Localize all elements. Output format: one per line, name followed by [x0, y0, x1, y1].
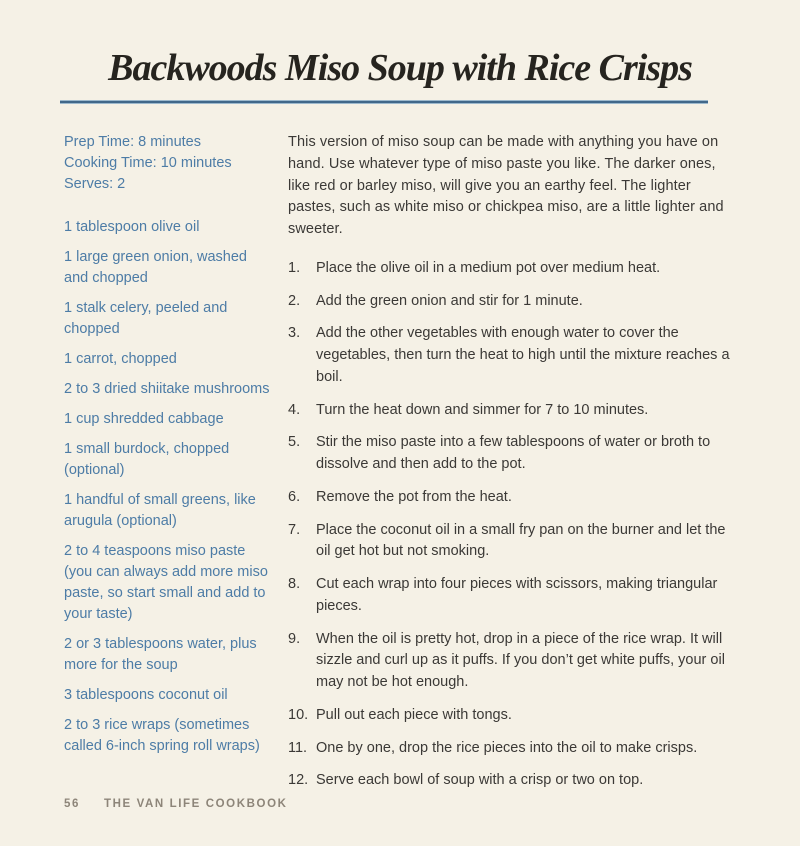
step-item	[288, 323, 740, 388]
step-number: 2.	[288, 292, 301, 309]
step-item	[288, 738, 740, 760]
recipe-intro: This version of miso soup can be made with anything you have on hand. Use whatever type of miso paste you like. The darker ones, like red or barley miso, will give you an earthy feel. The lighter pastes, such as white miso or chickpea miso, are a little lighter and sweeter.	[288, 134, 724, 237]
book-title: THE VAN LIFE COOKBOOK	[104, 798, 288, 810]
page-number: 56	[64, 798, 80, 810]
step-number: 9.	[288, 630, 301, 647]
step-number: 6.	[288, 488, 301, 505]
ingredient-item: 2 to 3 rice wraps (sometimes called 6-inch spring roll wraps)	[64, 717, 260, 755]
step-item	[288, 520, 740, 564]
ingredients-list	[64, 217, 270, 757]
page-title: Backwoods Miso Soup with Rice Crisps	[108, 47, 692, 89]
step-text: One by one, drop the rice pieces into the oil to make crisps.	[316, 739, 698, 756]
step-number: 1.	[288, 259, 301, 276]
ingredient-item: 3 tablespoons coconut oil	[64, 687, 228, 704]
step-item	[288, 400, 740, 422]
step-number: 12.	[288, 772, 309, 789]
step-item	[288, 432, 740, 476]
meta-line: Serves: 2	[64, 176, 126, 193]
meta-line: Cooking Time: 10 minutes	[64, 155, 232, 172]
recipe-sidebar	[64, 132, 270, 803]
step-item	[288, 705, 740, 727]
ingredient-item: 1 carrot, chopped	[64, 351, 177, 368]
step-number: 4.	[288, 401, 301, 418]
step-number: 11.	[288, 739, 308, 756]
step-text: Add the other vegetables with enough water to cover the vegetables, then turn the heat to high until the mixture reaches a boil.	[316, 325, 730, 385]
step-item	[288, 574, 740, 618]
ingredient-item: 1 handful of small greens, like arugula (optional)	[64, 492, 256, 530]
meta-line: Prep Time: 8 minutes	[64, 134, 201, 150]
step-number: 5.	[288, 434, 301, 451]
recipe-main	[288, 132, 740, 803]
step-item	[288, 258, 740, 280]
step-item	[288, 770, 740, 792]
step-text: Turn the heat down and simmer for 7 to 10 minutes.	[316, 401, 649, 418]
recipe-body	[64, 132, 740, 803]
step-text: When the oil is pretty hot, drop in a piece of the rice wrap. It will sizzle and curl up as it puffs. If you don’t get white puffs, your oil may not be hot enough.	[316, 630, 725, 690]
recipe-meta	[64, 132, 270, 195]
step-text: Pull out each piece with tongs.	[316, 706, 512, 723]
steps-list	[288, 258, 740, 792]
ingredient-item: 2 to 4 teaspoons miso paste (you can always add more miso paste, so start small and add to your taste)	[64, 543, 268, 623]
step-item	[288, 487, 740, 509]
step-text: Place the olive oil in a medium pot over medium heat.	[316, 259, 661, 276]
ingredient-item: 1 tablespoon olive oil	[64, 219, 200, 236]
ingredient-item: 1 cup shredded cabbage	[64, 411, 224, 428]
step-text: Place the coconut oil in a small fry pan on the burner and let the oil get hot but not smoking.	[316, 521, 726, 560]
step-number: 7.	[288, 521, 301, 538]
step-text: Cut each wrap into four pieces with scissors, making triangular pieces.	[316, 576, 718, 614]
title-rule	[60, 100, 708, 104]
step-item	[288, 629, 740, 694]
step-item	[288, 291, 740, 313]
ingredient-item: 2 or 3 tablespoons water, plus more for the soup	[64, 636, 257, 674]
ingredient-item: 1 small burdock, chopped (optional)	[64, 441, 230, 479]
step-text: Serve each bowl of soup with a crisp or two on top.	[316, 772, 644, 789]
step-text: Add the green onion and stir for 1 minute.	[316, 292, 583, 309]
step-number: 8.	[288, 576, 301, 592]
ingredient-item: 1 stalk celery, peeled and chopped	[64, 300, 228, 338]
step-number: 10.	[288, 706, 309, 723]
step-text: Remove the pot from the heat.	[316, 488, 512, 505]
ingredient-item: 1 large green onion, washed and chopped	[64, 249, 247, 287]
step-number: 3.	[288, 325, 301, 342]
step-text: Stir the miso paste into a few tablespoons of water or broth to dissolve and then add to the pot.	[316, 434, 711, 472]
ingredient-item: 2 to 3 dried shiitake mushrooms	[64, 381, 270, 398]
